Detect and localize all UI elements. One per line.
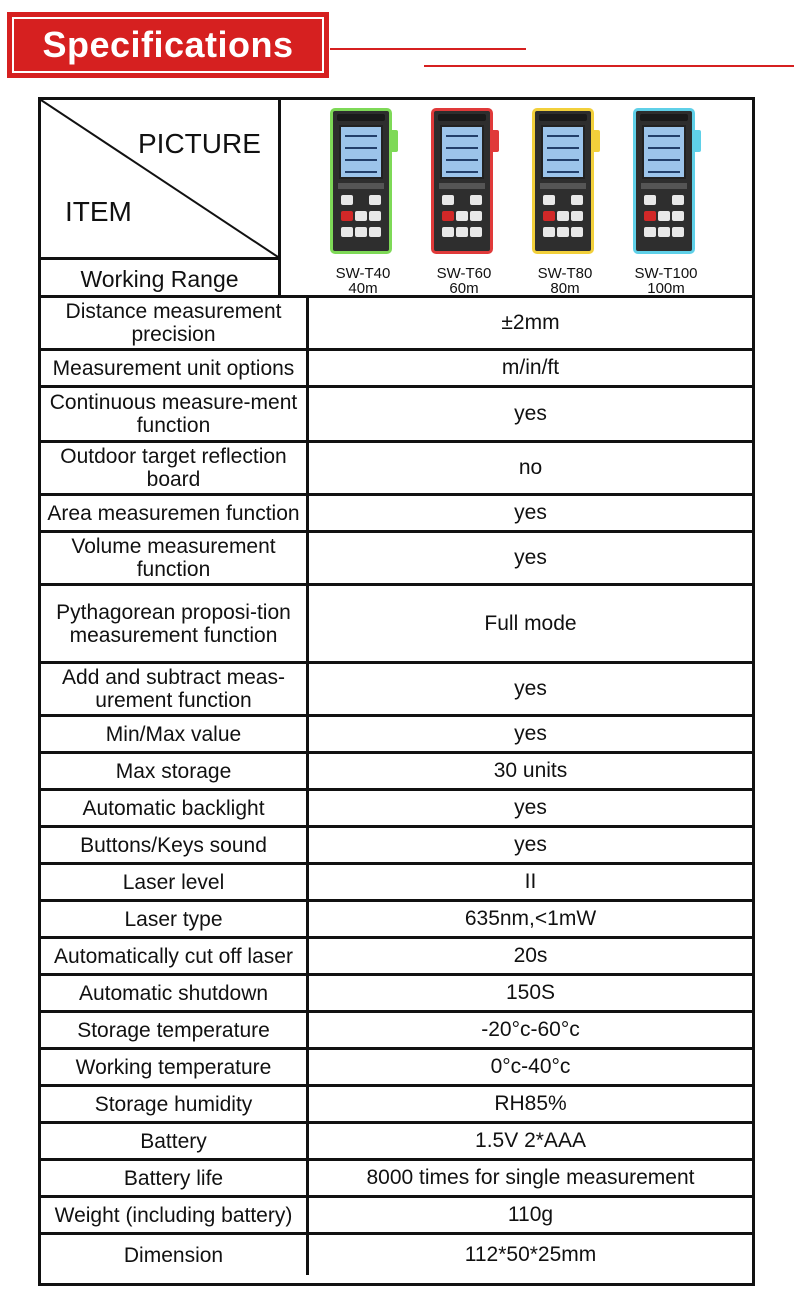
device-body bbox=[633, 108, 695, 254]
keypad-button-icon bbox=[456, 211, 468, 221]
spec-item: Storage temperature bbox=[41, 1013, 309, 1047]
power-button-icon bbox=[644, 211, 656, 221]
spec-value: 0°c-40°c bbox=[490, 1055, 571, 1078]
picture-label: PICTURE bbox=[138, 128, 261, 159]
spec-item: Pythagorean proposi-tion measurement function bbox=[41, 586, 309, 661]
keypad-button-icon bbox=[557, 211, 569, 221]
spec-value: yes bbox=[514, 501, 547, 524]
device-top-bar bbox=[337, 114, 385, 121]
spec-value: 8000 times for single measurement bbox=[366, 1166, 695, 1189]
table-row bbox=[41, 533, 752, 586]
keypad-button-icon bbox=[658, 227, 670, 237]
banner-frame bbox=[12, 17, 324, 73]
power-button-icon bbox=[543, 211, 555, 221]
spec-item: Volume measurement function bbox=[41, 533, 309, 583]
device-model: SW-T60 bbox=[436, 265, 492, 282]
table-row bbox=[41, 1013, 752, 1050]
spec-value: 150S bbox=[505, 981, 556, 1004]
screen-readout-line bbox=[345, 171, 377, 173]
spec-item: Laser level bbox=[41, 865, 309, 899]
screen-readout-line bbox=[446, 159, 478, 161]
spec-table bbox=[38, 97, 755, 1286]
keypad-button-icon bbox=[644, 195, 656, 205]
device-caption bbox=[414, 266, 514, 296]
spec-value: yes bbox=[514, 402, 547, 425]
spec-item: Laser type bbox=[41, 902, 309, 936]
keypad-button-icon bbox=[456, 227, 468, 237]
table-row bbox=[41, 1124, 752, 1161]
table-row bbox=[41, 443, 752, 496]
device-body bbox=[330, 108, 392, 254]
table-row bbox=[41, 1050, 752, 1087]
spec-value: RH85% bbox=[494, 1092, 567, 1115]
keypad-button-icon bbox=[672, 211, 684, 221]
device-label-strip bbox=[641, 183, 687, 189]
screen-readout-line bbox=[648, 171, 680, 173]
screen-readout-line bbox=[547, 147, 579, 149]
device-body bbox=[431, 108, 493, 254]
spec-item: Automatic backlight bbox=[41, 791, 309, 825]
device-pictures bbox=[284, 100, 752, 298]
spec-value: Full mode bbox=[484, 611, 577, 635]
power-button-icon bbox=[341, 211, 353, 221]
keypad-button-icon bbox=[470, 227, 482, 237]
spec-value: 635nm,<1mW bbox=[464, 907, 597, 930]
spec-item: Max storage bbox=[41, 754, 309, 788]
table-row bbox=[41, 298, 752, 351]
screen-readout-line bbox=[648, 147, 680, 149]
keypad-button-icon bbox=[672, 195, 684, 205]
table-row bbox=[41, 902, 752, 939]
keypad-button-icon bbox=[341, 195, 353, 205]
spec-item: Working temperature bbox=[41, 1050, 309, 1084]
table-row bbox=[41, 717, 752, 754]
screen-readout-line bbox=[547, 171, 579, 173]
device-picture-sw-t40 bbox=[330, 108, 400, 256]
device-top-bar bbox=[539, 114, 587, 121]
screen-readout-line bbox=[547, 159, 579, 161]
keypad-button-icon bbox=[369, 195, 381, 205]
table-row bbox=[41, 1161, 752, 1198]
lcd-screen-icon bbox=[339, 125, 383, 179]
keypad-button-icon bbox=[571, 227, 583, 237]
table-row bbox=[41, 791, 752, 828]
keypad-button-icon bbox=[442, 227, 454, 237]
keypad-button-icon bbox=[543, 227, 555, 237]
keypad-button-icon bbox=[658, 211, 670, 221]
decorative-line bbox=[330, 48, 526, 50]
keypad-button-icon bbox=[369, 211, 381, 221]
table-row bbox=[41, 828, 752, 865]
table-row bbox=[41, 939, 752, 976]
device-label-strip bbox=[338, 183, 384, 189]
screen-readout-line bbox=[446, 135, 478, 137]
spec-value: 110g bbox=[507, 1203, 554, 1226]
spec-value: II bbox=[524, 870, 537, 893]
table-row bbox=[41, 1198, 752, 1235]
power-button-icon bbox=[442, 211, 454, 221]
screen-readout-line bbox=[345, 159, 377, 161]
table-row bbox=[41, 976, 752, 1013]
spec-value: yes bbox=[514, 796, 547, 819]
screen-readout-line bbox=[446, 171, 478, 173]
screen-readout-line bbox=[648, 159, 680, 161]
spec-item: Buttons/Keys sound bbox=[41, 828, 309, 862]
spec-item: Automatically cut off laser bbox=[41, 939, 309, 973]
keypad-button-icon bbox=[369, 227, 381, 237]
device-picture-sw-t60 bbox=[431, 108, 501, 256]
spec-item: Storage humidity bbox=[41, 1087, 309, 1121]
item-label: ITEM bbox=[65, 196, 132, 227]
device-range: 80m bbox=[550, 280, 580, 297]
spec-value: 20s bbox=[513, 944, 548, 967]
spec-item: Min/Max value bbox=[41, 717, 309, 751]
device-side-grip bbox=[693, 130, 701, 152]
spec-item: Add and subtract meas-urement function bbox=[41, 664, 309, 714]
device-model: SW-T100 bbox=[634, 265, 698, 282]
device-range: 60m bbox=[449, 280, 479, 297]
keypad-button-icon bbox=[644, 227, 656, 237]
spec-value: 30 units bbox=[493, 759, 568, 782]
keypad-button-icon bbox=[543, 195, 555, 205]
screen-readout-line bbox=[446, 147, 478, 149]
keypad-button-icon bbox=[557, 227, 569, 237]
table-row bbox=[41, 586, 752, 664]
spec-value: -20°c-60°c bbox=[481, 1018, 580, 1041]
keypad-button-icon bbox=[571, 211, 583, 221]
spec-item: Dimension bbox=[41, 1235, 309, 1275]
spec-item: Distance measurement precision bbox=[41, 298, 309, 348]
keypad-button-icon bbox=[341, 227, 353, 237]
table-row bbox=[41, 351, 752, 388]
device-picture-sw-t80 bbox=[532, 108, 602, 256]
spec-item: Battery life bbox=[41, 1161, 309, 1195]
banner-title: Specifications bbox=[42, 24, 294, 65]
picture-item-header-cell bbox=[41, 100, 281, 260]
screen-readout-line bbox=[345, 147, 377, 149]
spec-value: ±2mm bbox=[501, 311, 560, 334]
spec-value: yes bbox=[514, 677, 547, 700]
spec-value: yes bbox=[514, 722, 547, 745]
spec-value: yes bbox=[514, 546, 547, 569]
device-range: 100m bbox=[647, 280, 685, 297]
diagonal-divider bbox=[41, 100, 278, 257]
table-row bbox=[41, 865, 752, 902]
keypad-button-icon bbox=[470, 211, 482, 221]
spec-item: Area measuremen function bbox=[41, 496, 309, 530]
spec-value: no bbox=[518, 456, 543, 479]
spec-value: 1.5V 2*AAA bbox=[475, 1129, 586, 1152]
device-caption bbox=[313, 266, 413, 296]
screen-readout-line bbox=[547, 135, 579, 137]
device-top-bar bbox=[438, 114, 486, 121]
device-side-grip bbox=[592, 130, 600, 152]
device-side-grip bbox=[491, 130, 499, 152]
spec-value: yes bbox=[514, 833, 547, 856]
spec-item: Continuous measure-ment function bbox=[41, 388, 309, 440]
device-label-strip bbox=[439, 183, 485, 189]
table-row bbox=[41, 754, 752, 791]
keypad-button-icon bbox=[672, 227, 684, 237]
lcd-screen-icon bbox=[440, 125, 484, 179]
device-side-grip bbox=[390, 130, 398, 152]
keypad-button-icon bbox=[470, 195, 482, 205]
keypad-button-icon bbox=[571, 195, 583, 205]
table-row bbox=[41, 388, 752, 443]
decorative-line bbox=[424, 65, 794, 67]
table-row bbox=[41, 1087, 752, 1124]
screen-readout-line bbox=[648, 135, 680, 137]
spec-item: Outdoor target reflection board bbox=[41, 443, 309, 493]
device-label-strip bbox=[540, 183, 586, 189]
screen-readout-line bbox=[345, 135, 377, 137]
device-body bbox=[532, 108, 594, 254]
table-row bbox=[41, 496, 752, 533]
working-range-label: Working Range bbox=[41, 260, 281, 298]
keypad-button-icon bbox=[442, 195, 454, 205]
table-header bbox=[41, 100, 752, 298]
spec-item: Automatic shutdown bbox=[41, 976, 309, 1010]
spec-item: Weight (including battery) bbox=[41, 1198, 309, 1232]
spec-value: 112*50*25mm bbox=[464, 1243, 597, 1266]
lcd-screen-icon bbox=[541, 125, 585, 179]
specifications-banner bbox=[7, 12, 329, 78]
device-model: SW-T40 bbox=[335, 265, 391, 282]
device-range: 40m bbox=[348, 280, 378, 297]
spec-item: Battery bbox=[41, 1124, 309, 1158]
table-row bbox=[41, 664, 752, 717]
table-row bbox=[41, 1235, 752, 1275]
spec-item: Measurement unit options bbox=[41, 351, 309, 385]
device-picture-sw-t100 bbox=[633, 108, 703, 256]
device-top-bar bbox=[640, 114, 688, 121]
device-model: SW-T80 bbox=[537, 265, 593, 282]
lcd-screen-icon bbox=[642, 125, 686, 179]
keypad-button-icon bbox=[355, 227, 367, 237]
device-caption bbox=[515, 266, 615, 296]
device-caption bbox=[616, 266, 716, 296]
spec-value: m/in/ft bbox=[501, 356, 560, 379]
keypad-button-icon bbox=[355, 211, 367, 221]
